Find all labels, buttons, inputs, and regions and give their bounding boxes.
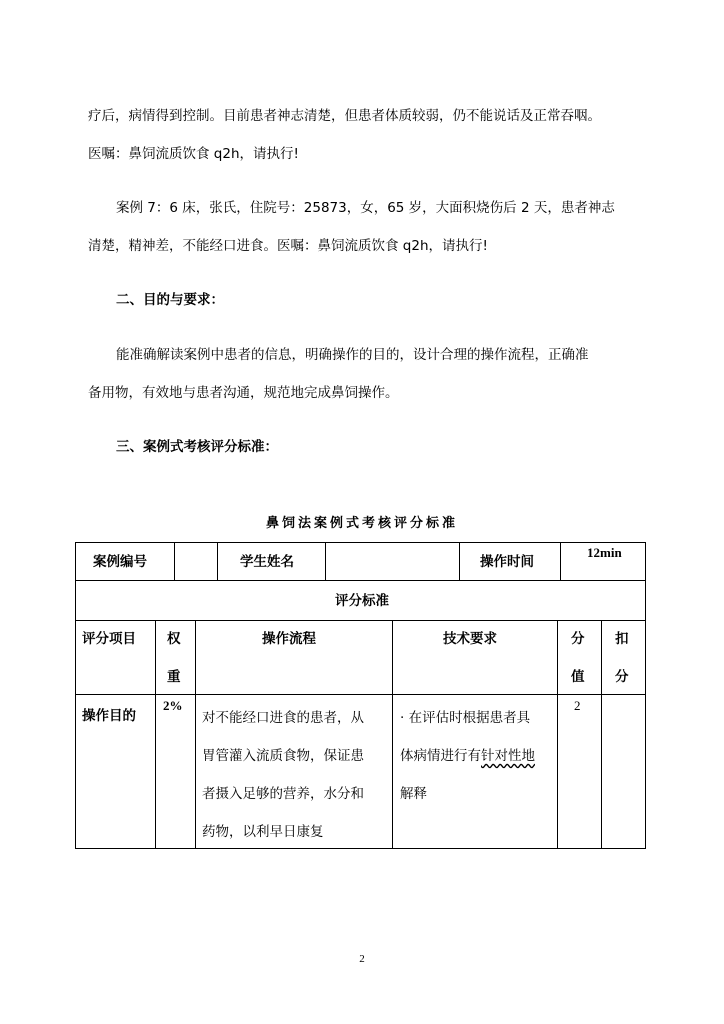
tech-line: 解释: [400, 786, 427, 802]
column-header-score: 值: [571, 669, 585, 685]
table-border: [75, 580, 646, 581]
operation-time-value: 12min: [587, 545, 622, 560]
page-number: 2: [359, 953, 365, 965]
table-border: [459, 542, 460, 580]
section-heading: 三、案例式考核评分标准：: [116, 439, 278, 455]
section-heading: 二、目的与要求：: [116, 292, 224, 308]
process-line: 药物，以利早日康复: [202, 824, 324, 840]
tech-line-text: 体病情进行有: [400, 748, 481, 764]
tech-line: [400, 747, 535, 765]
table-border: [174, 542, 175, 580]
table-border: [217, 542, 218, 580]
criteria-label: 评分标准: [335, 593, 389, 609]
process-line: 胃管灌入流质食物，保证患: [202, 748, 364, 764]
table-border: [75, 542, 76, 849]
paragraph-line: 案例 7：6 床，张氏，住院号：25873，女，65 岁，大面积烧伤后 2 天，患者神志: [116, 200, 615, 216]
table-border: [560, 542, 561, 580]
column-header-process: 操作流程: [262, 631, 316, 647]
paragraph-line: 能准确解读案例中患者的信息，明确操作的目的，设计合理的操作流程，正确准: [116, 347, 589, 363]
table-title: 鼻饲法案例式考核评分标准: [265, 516, 458, 531]
table-border: [392, 620, 393, 848]
tech-line-emphasis: 针对性地: [481, 748, 535, 764]
paragraph-line: 疗后，病情得到控制。目前患者神志清楚，但患者体质较弱，仍不能说话及正常吞咽。: [88, 108, 601, 124]
column-header-tech: 技术要求: [443, 631, 497, 647]
column-header-score: 分: [571, 631, 585, 647]
table-border: [75, 620, 646, 621]
table-border: [75, 848, 646, 849]
row-weight: 2%: [163, 698, 183, 713]
table-border: [195, 620, 196, 848]
process-line: 者摄入足够的营养，水分和: [202, 786, 364, 802]
row-score: 2: [574, 698, 581, 713]
column-header-deduct: 分: [615, 669, 629, 685]
case-number-label: 案例编号: [93, 554, 147, 570]
table-border: [325, 542, 326, 580]
column-header-item: 评分项目: [82, 631, 136, 647]
table-border: [557, 620, 558, 848]
paragraph-line: 备用物，有效地与患者沟通，规范地完成鼻饲操作。: [88, 385, 399, 401]
table-border: [601, 620, 602, 848]
paragraph-line: 医嘱：鼻饲流质饮食 q2h，请执行!: [88, 146, 299, 162]
row-item-label: 操作目的: [82, 708, 136, 724]
table-border: [645, 542, 646, 849]
table-border: [75, 694, 646, 695]
table-border: [155, 620, 156, 848]
operation-time-label: 操作时间: [480, 554, 534, 570]
process-line: 对不能经口进食的患者，从: [202, 710, 364, 726]
student-name-label: 学生姓名: [240, 554, 294, 570]
column-header-weight: 重: [167, 669, 181, 685]
paragraph-line: 清楚，精神差，不能经口进食。医嘱：鼻饲流质饮食 q2h，请执行!: [88, 238, 488, 254]
column-header-deduct: 扣: [615, 631, 629, 647]
tech-line: · 在评估时根据患者具: [400, 710, 531, 726]
column-header-weight: 权: [167, 631, 181, 647]
